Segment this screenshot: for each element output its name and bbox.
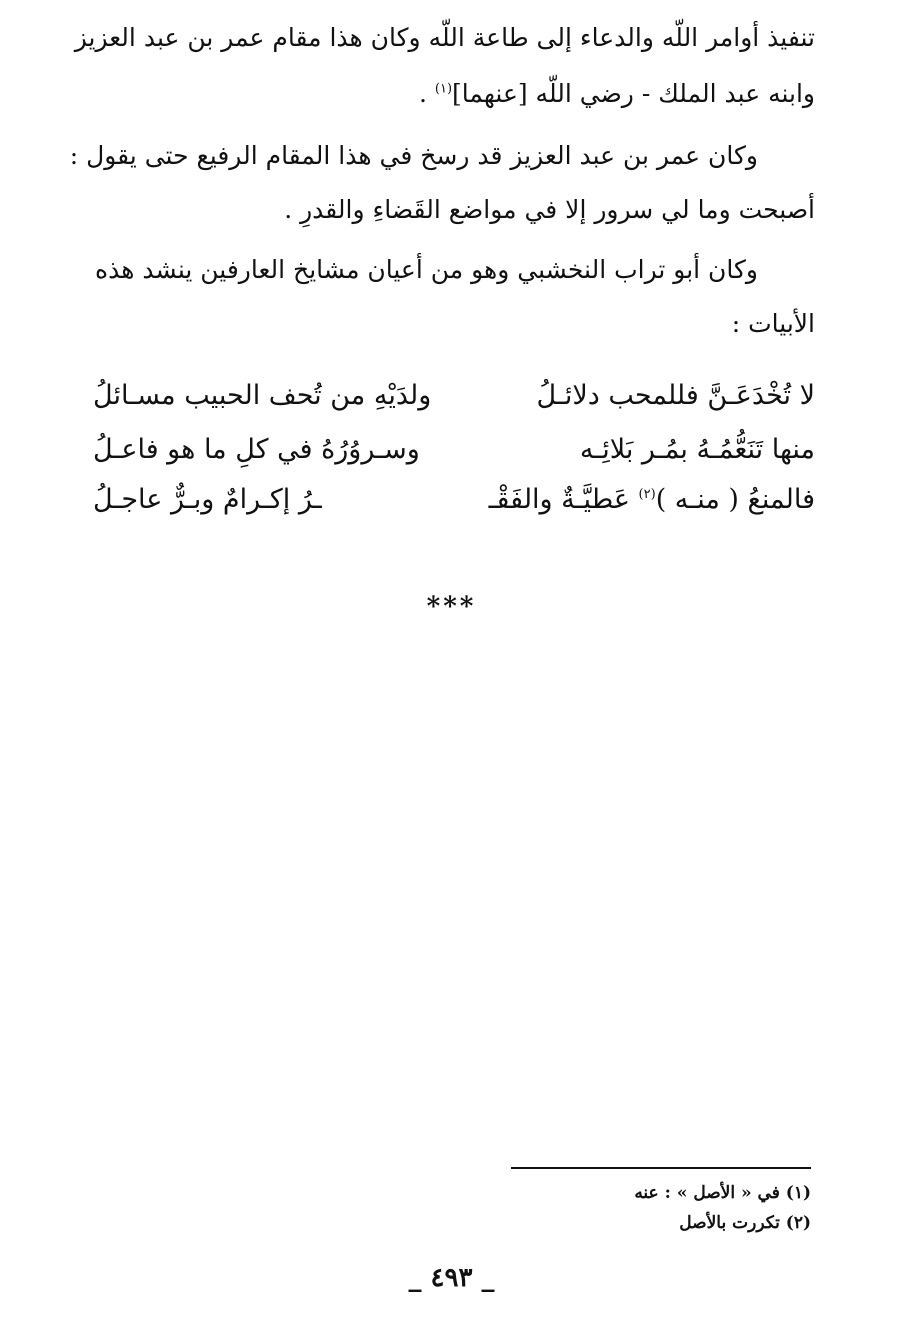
page-number: _ ٤٩٣ _ xyxy=(408,1263,495,1293)
footnote-1: (١) في « الأصل » : عنه xyxy=(634,1183,811,1203)
footnote-2: (٢) تكررت بالأصل xyxy=(679,1213,811,1233)
paragraph-2-line-1: وكان عمر بن عبد العزيز قد رسخ في هذا المقام الرفيع حتى يقول : xyxy=(69,141,758,170)
verse-1 xyxy=(93,374,815,418)
section-separator: *** xyxy=(426,592,477,622)
verse-3-first-hemistich xyxy=(489,478,815,522)
footnote-ref-1: (١) xyxy=(434,81,453,97)
verse-2-first-hemistich: منها تَنَعُّمُـهُ بمُـر بَلائِـه xyxy=(579,434,815,465)
paragraph-1-line-2 xyxy=(105,74,815,114)
paragraph-1-line-1: تنفيذ أوامر اللّه والدعاء إلى طاعة اللّه وكان هذا مقام عمر بن عبد العزيز xyxy=(74,23,815,52)
paragraph-3-line-1: وكان أبو تراب النخشبي وهو من أعيان مشايخ العارفين ينشد هذه xyxy=(95,255,758,284)
paragraph-1-line-2-text: وابنه عبد الملك - رضي اللّه [عنهما] xyxy=(452,79,815,108)
verse-1-first-hemistich: لا تُخْدَعَـنَّ فللمحب دلائـلُ xyxy=(536,380,815,411)
paragraph-1-line-2-end: . xyxy=(419,79,435,108)
verse-3 xyxy=(93,478,815,522)
verse-3-first-part: فالمنعُ ( منـه ) xyxy=(655,484,815,515)
verse-3-second-hemistich: ـرُ إكـرامٌ وبـرٌّ عاجـلُ xyxy=(93,484,322,515)
verse-3-second-part: عَطيَّـةٌ والفَقْـ xyxy=(488,484,639,515)
verse-2 xyxy=(93,428,815,472)
paragraph-2-line-2: أصبحت وما لي سرور إلا في مواضع القَضاءِ والقدرِ . xyxy=(284,195,815,224)
paragraph-3-line-2: الأبيات : xyxy=(731,309,815,338)
footnote-ref-2: (٢) xyxy=(638,487,656,502)
footnote-divider xyxy=(511,1167,811,1169)
verse-2-second-hemistich: وسـروُرُهُ في كلِ ما هو فاعـلُ xyxy=(93,434,420,465)
verse-1-second-hemistich: ولدَيْهِ من تُحف الحبيب مسـائلُ xyxy=(93,380,432,411)
